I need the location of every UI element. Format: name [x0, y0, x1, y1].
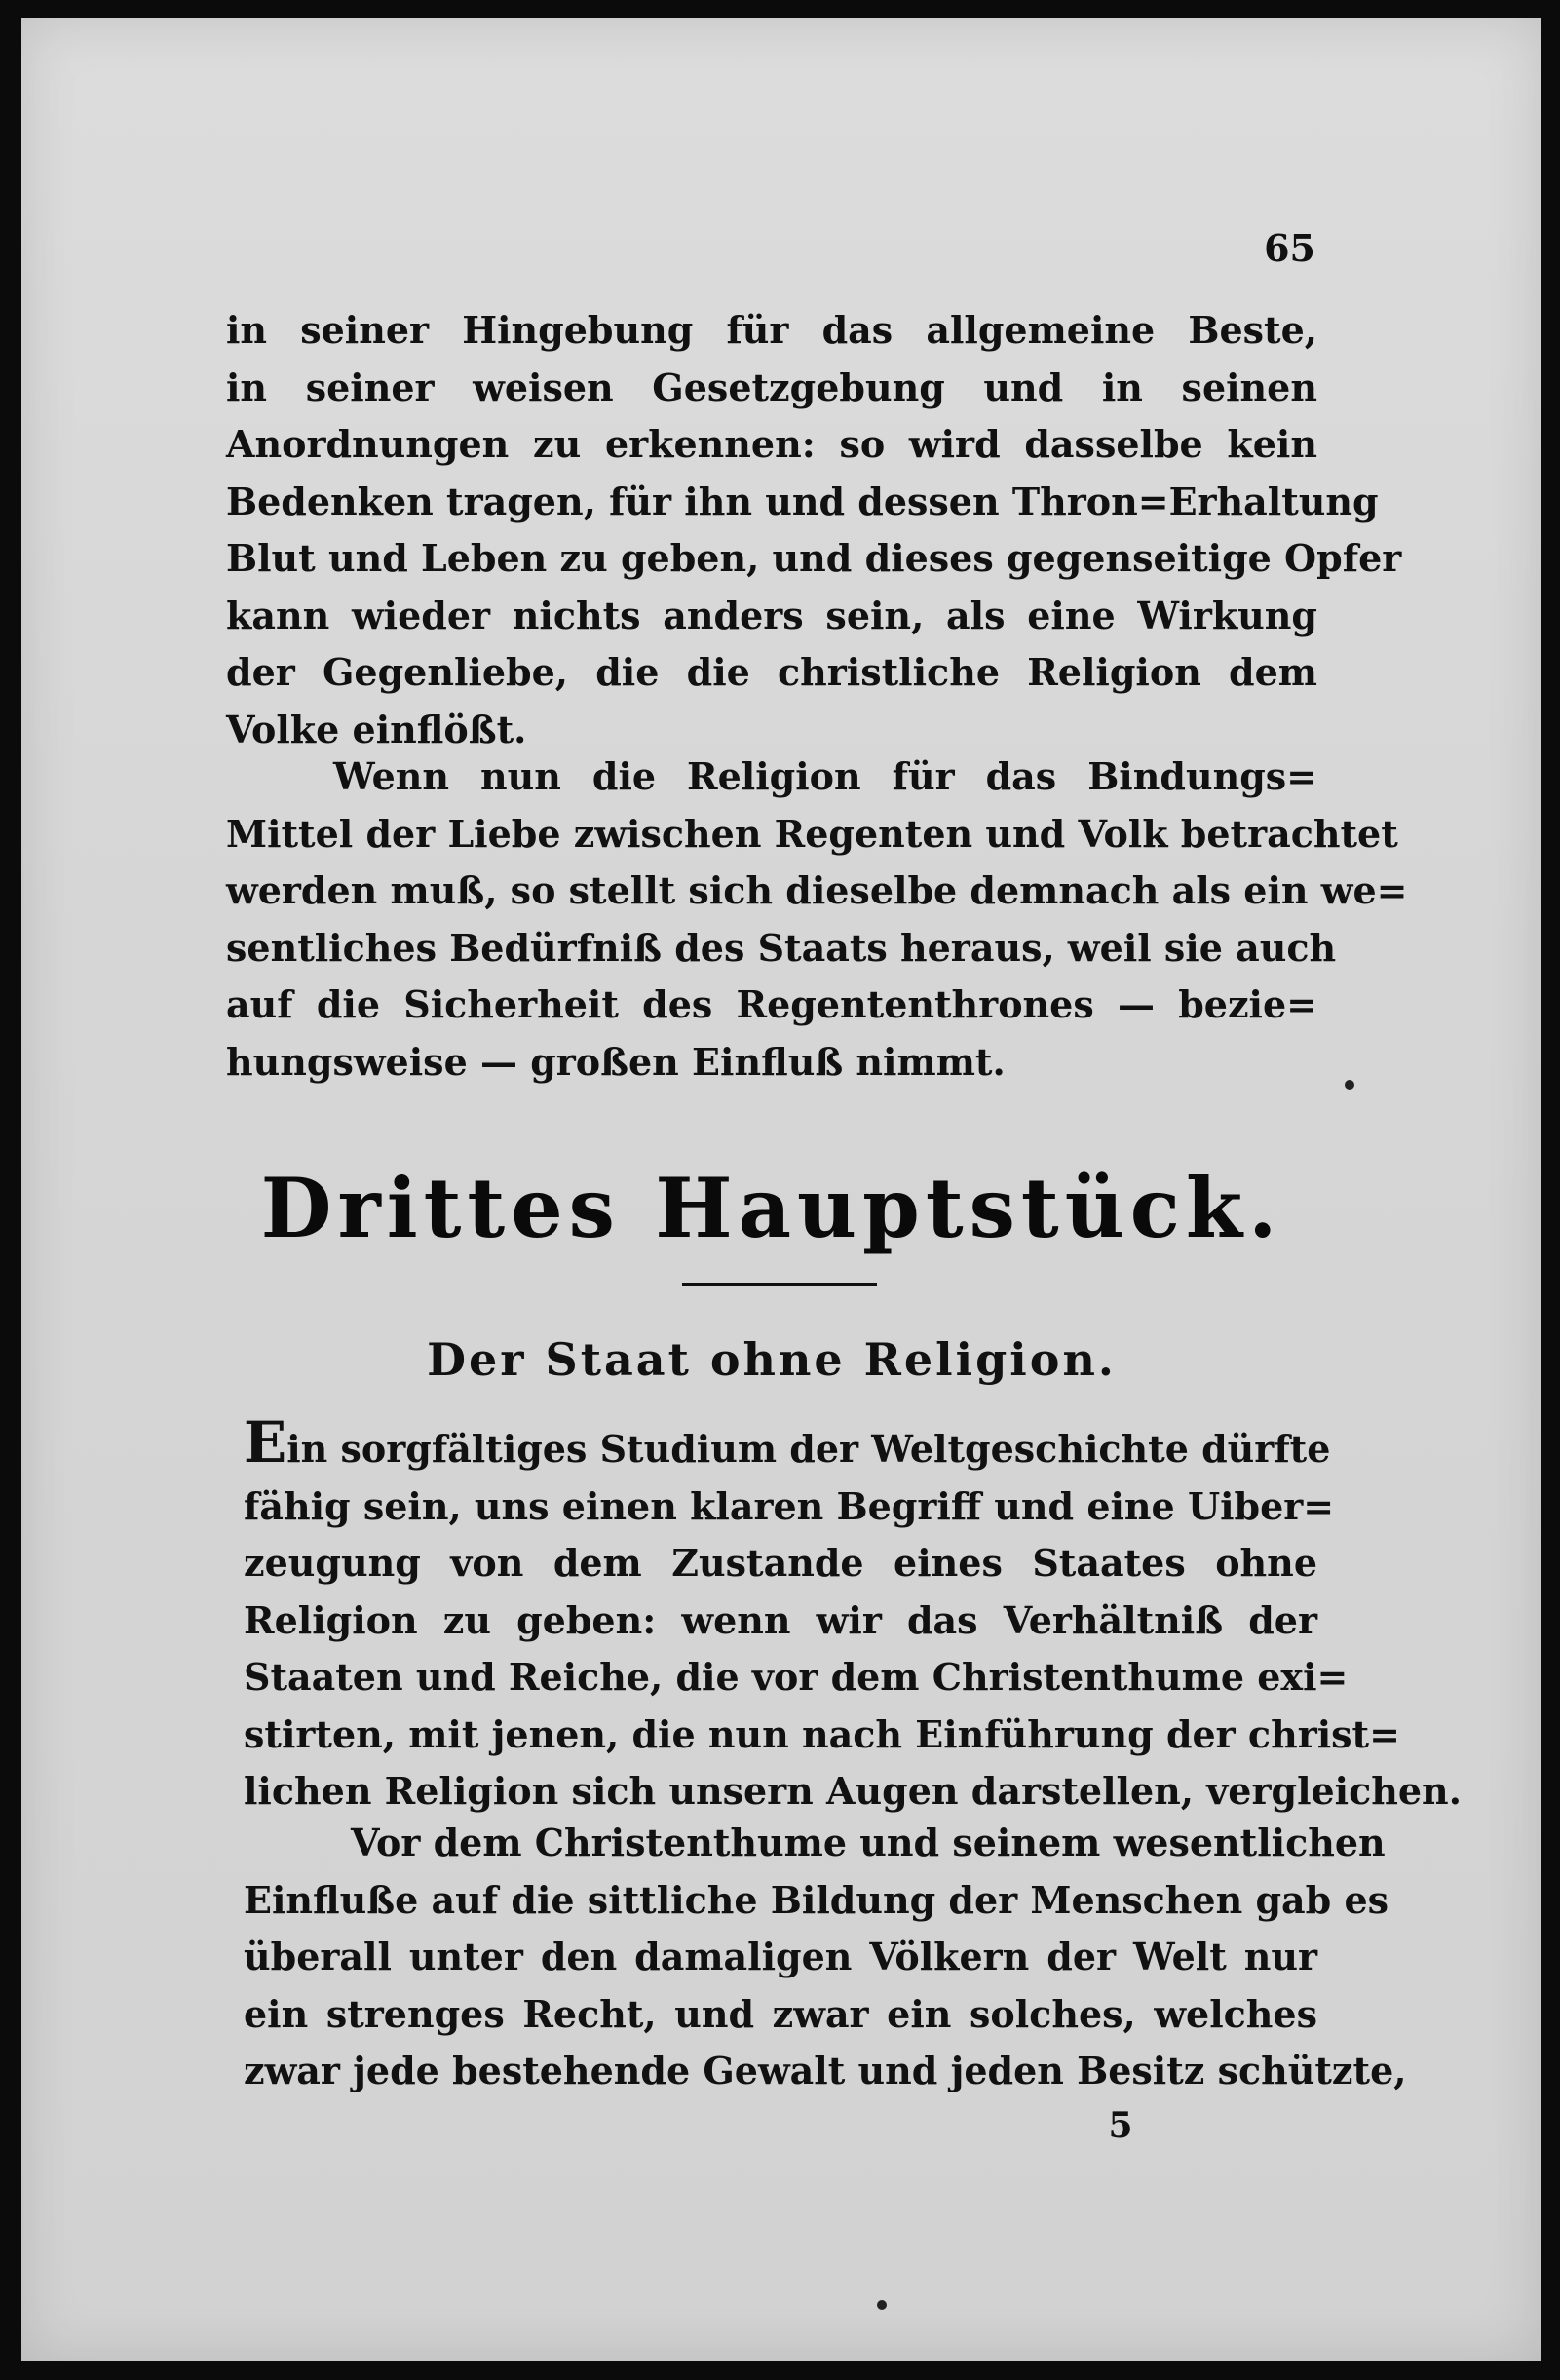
text-line: in seiner weisen Gesetzgebung und in seinen: [226, 365, 1317, 409]
text-line: Einfluße auf die sittliche Bildung der Menschen gab es: [244, 1877, 1389, 1922]
text-line: Wenn nun die Religion für das Bindungs=: [333, 754, 1317, 798]
text-line: Volke einflößt.: [226, 707, 527, 751]
text-line: werden muß, so stellt sich dieselbe demnach als ein we=: [226, 868, 1408, 912]
text-line: sentliches Bedürfniß des Staats heraus, weil sie auch: [226, 925, 1337, 970]
text-line: Religion zu geben: wenn wir das Verhältniß der: [244, 1597, 1317, 1642]
text-line-first: [244, 1409, 1331, 1478]
drop-cap: E: [244, 1409, 287, 1476]
text-line: Mittel der Liebe zwischen Regenten und Volk betrachtet: [226, 811, 1398, 856]
section-heading: Der Staat ohne Religion.: [427, 1333, 1117, 1386]
text-line: zwar jede bestehende Gewalt und jeden Besitz schützte,: [244, 2049, 1407, 2092]
text-line: Vor dem Christenthume und seinem wesentlichen: [351, 1821, 1386, 1864]
heading-rule: [682, 1283, 877, 1286]
text-line: zeugung von dem Zustande eines Staates ohne: [244, 1541, 1317, 1585]
paragraph-4: [244, 1815, 1407, 2100]
text-line: lichen Religion sich unsern Augen darstellen, vergleichen.: [244, 1769, 1462, 1813]
text-line: Blut und Leben zu geben, und dieses gegenseitige Opfer: [226, 536, 1402, 580]
text-line: in seiner Hingebung für das allgemeine Beste,: [226, 308, 1317, 352]
first-line-text: in sorgfältiges Studium der Weltgeschichte dürfte: [286, 1427, 1331, 1471]
paragraph-1: [226, 302, 1402, 758]
text-line: Bedenken tragen, für ihn und dessen Thron=Erhaltung: [226, 479, 1379, 523]
text-line: fähig sein, uns einen klaren Begriff und eine Uiber=: [244, 1483, 1335, 1528]
text-line: hungsweise — großen Einfluß nimmt.: [226, 1039, 1006, 1084]
text-line: der Gegenliebe, die die christliche Religion dem: [226, 650, 1317, 694]
text-line: kann wieder nichts anders sein, als eine Wirkung: [226, 593, 1317, 637]
speck: [877, 2300, 887, 2310]
signature-mark: 5: [1108, 2105, 1133, 2146]
paragraph-3: [244, 1409, 1462, 1821]
text-line: auf die Sicherheit des Regententhrones — bezie=: [226, 982, 1317, 1026]
text-line: Anordnungen zu erkennen: so wird dasselbe kein: [226, 422, 1317, 466]
text-line: überall unter den damaligen Völkern der Welt nur: [244, 1935, 1317, 1978]
page-number: 65: [1264, 226, 1315, 270]
text-line: Staaten und Reiche, die vor dem Christenthume exi=: [244, 1655, 1349, 1699]
chapter-heading: Drittes Hauptstück.: [260, 1160, 1283, 1256]
speck: [1345, 1080, 1354, 1090]
text-line: ein strenges Recht, und zwar ein solches, welches: [244, 1991, 1317, 2036]
text-line: stirten, mit jenen, die nun nach Einführung der christ=: [244, 1711, 1400, 1756]
paragraph-2: [226, 749, 1408, 1091]
